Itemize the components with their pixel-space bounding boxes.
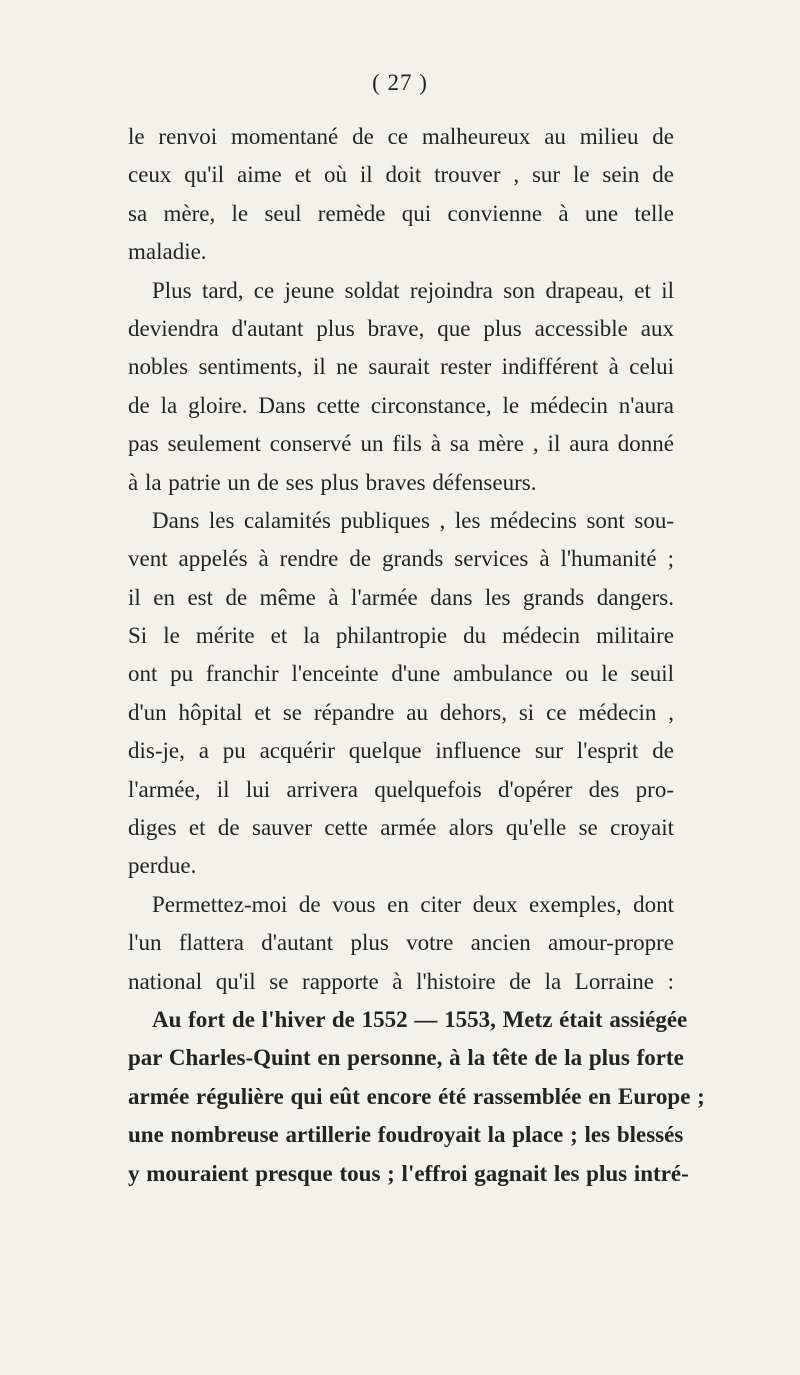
- text-line: nobles sentiments, il ne saurait rester indifférent à celui: [128, 354, 674, 380]
- text-line: diges et de sauver cette armée alors qu'elle se croyait: [128, 815, 674, 841]
- text-line: dis-je, a pu acquérir quelque influence sur l'esprit de: [128, 738, 674, 764]
- text-line: d'un hôpital et se répandre au dehors, si ce médecin ,: [128, 699, 674, 725]
- text-line: une nombreuse artillerie foudroyait la place ; les blessés: [128, 1122, 684, 1148]
- text-line: sa mère, le seul remède qui convienne à une telle: [128, 200, 674, 226]
- text-line: Plus tard, ce jeune soldat rejoindra son drapeau, et il: [152, 277, 674, 303]
- text-line: pas seulement conservé un fils à sa mère , il aura donné: [128, 431, 674, 457]
- text-line: Au fort de l'hiver de 1552 — 1553, Metz était assiégée: [152, 1006, 688, 1032]
- text-line: de la gloire. Dans cette circonstance, le médecin n'aura: [128, 392, 674, 418]
- text-line: national qu'il se rapporte à l'histoire de la Lorraine :: [128, 968, 674, 994]
- body-text: [128, 118, 705, 1193]
- text-line: y mouraient presque tous ; l'effroi gagnait les plus intré-: [128, 1160, 689, 1186]
- text-line: à la patrie un de ses plus braves défenseurs.: [128, 469, 537, 495]
- text-line: le renvoi momentané de ce malheureux au milieu de: [128, 124, 674, 149]
- text-line: ceux qu'il aime et où il doit trouver , sur le sein de: [128, 162, 674, 188]
- text-line: l'un flattera d'autant plus votre ancien amour-propre: [128, 930, 674, 956]
- text-line: armée régulière qui eût encore été rassemblée en Europe ;: [128, 1083, 705, 1109]
- text-line: maladie.: [128, 239, 207, 265]
- text-line: il en est de même à l'armée dans les grands dangers.: [128, 584, 674, 610]
- text-line: l'armée, il lui arrivera quelquefois d'opérer des pro-: [128, 776, 674, 802]
- text-line: par Charles-Quint en personne, à la tête de la plus forte: [128, 1045, 684, 1071]
- text-line: perdue.: [128, 853, 197, 879]
- text-line: vent appelés à rendre de grands services à l'humanité ;: [128, 546, 674, 572]
- text-line: Permettez-moi de vous en citer deux exemples, dont: [152, 891, 674, 917]
- text-line: Dans les calamités publiques , les médecins sont sou-: [152, 507, 674, 533]
- text-line: Si le mérite et la philantropie du médecin militaire: [128, 623, 674, 649]
- page-number: ( 27 ): [372, 70, 428, 95]
- text-line: ont pu franchir l'enceinte d'une ambulance ou le seuil: [128, 661, 674, 687]
- text-line: deviendra d'autant plus brave, que plus accessible aux: [128, 315, 674, 341]
